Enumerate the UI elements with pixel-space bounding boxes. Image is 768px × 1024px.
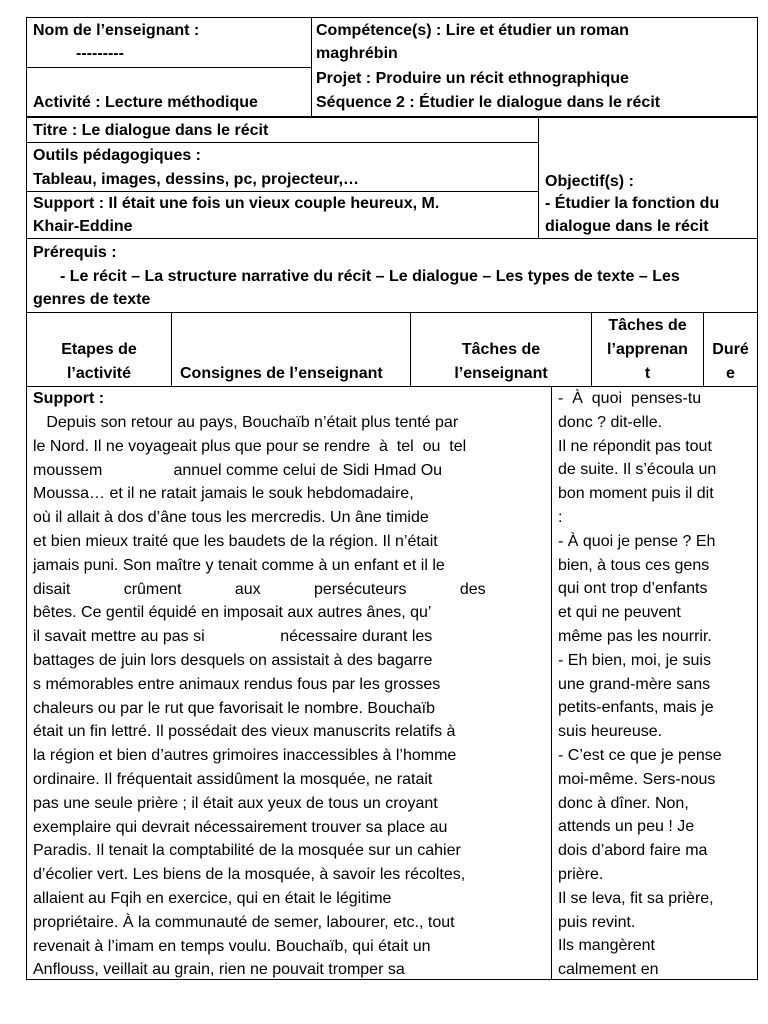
support-text-line: allaient au Fqih en exercice, qui en était le légitime	[33, 890, 392, 907]
th-consignes-label: Consignes de l’enseignant	[180, 365, 383, 382]
prerequis-line1: - Le récit – La structure narrative du récit – Le dialogue – Les types de texte – Les	[60, 268, 680, 285]
th-taches-ens-line1: Tâches de	[461, 341, 541, 358]
side-text-line: donc à dîner. Non,	[558, 794, 689, 812]
side-text-line: bien, à tous ces gens	[558, 556, 710, 574]
support-text-line: Moussa… et il ne ratait jamais le souk hebdomadaire,	[33, 485, 414, 503]
objectif-line1: - Étudier la fonction du	[545, 195, 720, 212]
prerequis-label: Prérequis :	[33, 244, 117, 261]
th-taches-app-line1: Tâches de	[608, 317, 687, 334]
sequence-label: Séquence 2 : Étudier le dialogue dans le récit	[316, 94, 661, 111]
side-text-line: Il ne répondit pas tout	[558, 437, 712, 455]
support-text-line: la région et bien d’autres grimoires inaccessibles à l’homme	[33, 747, 457, 765]
support-text-line: Depuis son retour au pays, Bouchaïb n’était plus tenté par	[33, 414, 459, 431]
support-text-line: où il allait à dos d’âne tous les mercredis. Un âne timide	[33, 509, 429, 527]
th-duree-line2: e	[726, 365, 735, 382]
th-etapes-line2: l’activité	[66, 365, 132, 382]
side-text-line: moi-même. Sers-nous	[558, 770, 716, 788]
side-text-line: qui ont trop d’enfants	[558, 580, 708, 598]
support-text-line: moussem annuel comme celui de Sidi Hmad Ou	[33, 461, 443, 479]
side-text-line: suis heureuse.	[558, 723, 663, 741]
side-text-line: - Eh bien, moi, je suis	[558, 651, 711, 669]
support-text-line: revenait à l’imam en temps voulu. Bouchaïb, qui était un	[33, 937, 431, 955]
prerequis-line2: genres de texte	[33, 291, 151, 308]
support-text-line: il savait mettre au pas si nécessaire durant les	[33, 628, 433, 646]
projet-label: Projet : Produire un récit ethnographique	[316, 70, 629, 87]
th-etapes-line1: Etapes de	[61, 341, 137, 358]
side-text-line: prière.	[558, 866, 604, 883]
competence-value: maghrébin	[316, 45, 398, 62]
objectif-label: Objectif(s) :	[545, 173, 634, 190]
support-text-line: s mémorables entre animaux rendus fous par les grosses	[33, 675, 441, 693]
objectif-line2: dialogue dans le récit	[545, 218, 709, 235]
competence-label: Compétence(s) : Lire et étudier un roman	[316, 22, 629, 39]
side-text-line: une grand-mère sans	[558, 675, 711, 693]
support-text-line: exemplaire qui devrait nécessairement trouver sa place au	[33, 818, 448, 836]
support-text-line: pas une seule prière ; il était aux yeux de tous un croyant	[33, 794, 438, 812]
side-text-line: et qui ne peuvent	[558, 604, 681, 622]
activity-label: Activité : Lecture méthodique	[33, 94, 258, 111]
support-text-line: battages de juin lors desquels on assistait à des bagarre	[33, 652, 433, 669]
side-text-line: - À quoi penses-tu	[558, 390, 702, 407]
support-text-line: Paradis. Il tenait la comptabilité de la mosquée sur un cahier	[33, 842, 461, 860]
side-text-line: calmement en	[558, 961, 659, 979]
support-text-line: Anflouss, veillait au grain, rien ne pouvait tromper sa	[33, 961, 405, 979]
side-text-line: dois d’abord faire ma	[558, 842, 708, 860]
support-text-line: disait crûment aux persécuteurs des	[33, 580, 486, 598]
titre: Titre : Le dialogue dans le récit	[33, 122, 269, 139]
side-text-line: de suite. Il s’écoula un	[558, 461, 717, 479]
support-text-line: jamais puni. Son maître y tenait comme à un enfant et il le	[33, 556, 445, 574]
side-text-line: donc ? dit-elle.	[558, 413, 663, 431]
support-text-line: propriétaire. À la communauté de semer, labourer, etc., tout	[33, 913, 455, 931]
support-text-line: le Nord. Il ne voyageait plus que pour se rendre à tel ou tel	[33, 437, 467, 455]
th-taches-ens-line2: l’enseignant	[454, 365, 548, 382]
teacher-value: ---------	[76, 45, 124, 62]
th-taches-app-line2: l’apprenan	[607, 341, 688, 358]
support-text-line: bêtes. Ce gentil équidé en imposait aux autres ânes, qu’	[33, 604, 432, 622]
support-text-line: d’écolier vert. Les biens de la mosquée, à savoir les récoltes,	[33, 866, 466, 884]
outils-value: Tableau, images, dessins, pc, projecteur,…	[33, 171, 360, 188]
teacher-label: Nom de l’enseignant :	[33, 22, 200, 39]
support-text-label: Support :	[33, 390, 105, 407]
side-text-line: Il se leva, fit sa prière,	[558, 889, 714, 907]
side-text-line: même pas les nourrir.	[558, 628, 712, 645]
side-text-line: :	[558, 509, 563, 526]
support-text-line: chaleurs ou par le rut que favorisait le nombre. Bouchaïb	[33, 699, 436, 717]
th-duree-line1: Duré	[712, 341, 749, 358]
side-text-line: bon moment puis il dit	[558, 485, 714, 503]
support-text-line: et bien mieux traité que les baudets de la région. Il n’était	[33, 533, 438, 550]
support-text-line: ordinaire. Il fréquentait assidûment la mosquée, ne ratait	[33, 771, 433, 788]
support-title-line1: Support : Il était une fois un vieux couple heureux, M.	[33, 195, 440, 212]
side-text-line: puis revint.	[558, 913, 636, 931]
outils-label: Outils pédagogiques :	[33, 147, 202, 164]
th-taches-app-line3: t	[644, 365, 651, 382]
side-text-line: Ils mangèrent	[558, 937, 655, 955]
side-text-line: - C’est ce que je pense	[558, 747, 722, 764]
support-text-line: était un fin lettré. Il possédait des vieux manuscrits relatifs à	[33, 723, 456, 741]
side-text-line: - À quoi je pense ? Eh	[558, 532, 716, 550]
side-text-line: petits-enfants, mais je	[558, 699, 714, 717]
support-title-line2: Khair-Eddine	[33, 218, 133, 235]
side-text-line: attends un peu ! Je	[558, 818, 695, 836]
